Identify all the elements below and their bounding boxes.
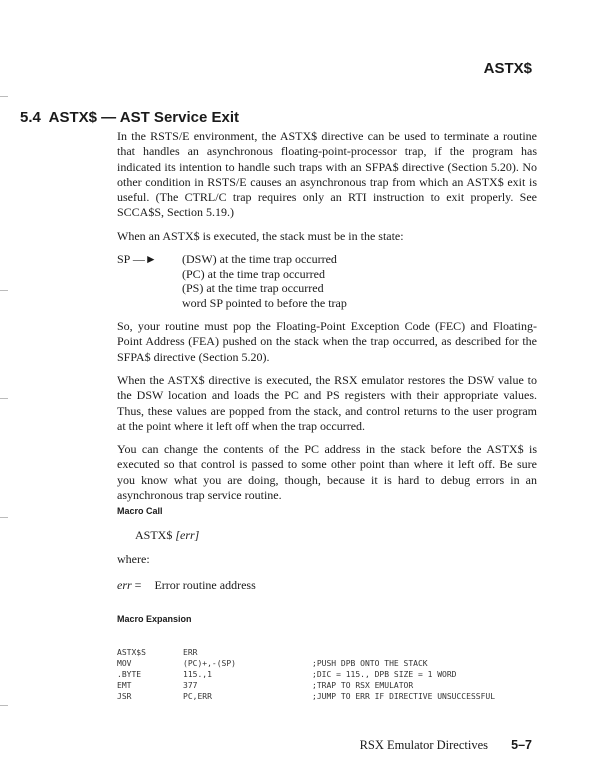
- code-comment: ;PUSH DPB ONTO THE STACK: [312, 659, 428, 668]
- code-line: [117, 658, 495, 669]
- param-description: Error routine address: [154, 577, 256, 592]
- macro-call-section: [117, 506, 537, 601]
- macro-call-syntax: [135, 528, 537, 543]
- paragraph: When the ASTX$ directive is executed, the RSX emulator restores the DSW value to the DSW location and loads the PC and PS registers with their appropriate values. Thus, these values are popped from the stack, and control returns to the user program at the point where it left off when the trap occurred.: [117, 372, 537, 433]
- section-title: ASTX$ — AST Service Exit: [48, 109, 239, 126]
- code-comment: [312, 647, 495, 658]
- code-operand: 377: [183, 681, 198, 690]
- scan-mark: [0, 398, 8, 399]
- stack-item: word SP pointed to before the trap: [182, 295, 347, 310]
- macro-expansion-section: [117, 614, 537, 632]
- stack-item: (PC) at the time trap occurred: [182, 266, 325, 281]
- scan-mark: [0, 705, 8, 706]
- stack-state-list: [117, 252, 537, 310]
- paragraph: In the RSTS/E environment, the ASTX$ directive can be used to terminate a routine that handles an asynchronous floating-point-processor trap, if the program has indicated its intention to handle such traps with an SFPA$ directive (Section 5.20). No other condition in RSTS/E causes an asynchronous trap from which an ASTX$ exit is useful. (The CTRL/C trap requires only an RTI instruction to exit properly. See SCCA$S, Section 5.19.): [117, 129, 537, 220]
- code-operand: PC,ERR: [183, 692, 212, 701]
- param-definition: [117, 578, 537, 593]
- code-line: [117, 669, 495, 680]
- code-comment: ;JUMP TO ERR IF DIRECTIVE UNSUCCESSFUL: [312, 692, 496, 701]
- code-operand: 115.,1: [183, 670, 212, 679]
- stack-item: (DSW) at the time trap occurred: [182, 252, 337, 267]
- running-header: ASTX$: [483, 60, 532, 77]
- code-opcode: MOV: [117, 659, 132, 668]
- code-line: [117, 691, 495, 702]
- page-number: 5–7: [511, 738, 532, 752]
- macro-name: ASTX$: [135, 528, 173, 542]
- scan-mark: [0, 96, 8, 97]
- param-name: err: [117, 577, 132, 592]
- stack-item: (PS) at the time trap occurred: [182, 281, 324, 296]
- footer-title: RSX Emulator Directives: [359, 738, 489, 752]
- scan-mark: [0, 290, 8, 291]
- scan-mark: [0, 517, 8, 518]
- where-label: where:: [117, 552, 150, 567]
- section-number: 5.4: [20, 109, 41, 126]
- code-listing: [117, 647, 495, 702]
- equals-sign: =: [134, 577, 142, 592]
- macro-arg: [err]: [175, 528, 200, 542]
- stack-pointer-label: SP —►: [117, 252, 157, 267]
- code-opcode: EMT: [117, 681, 132, 690]
- code-comment: ;TRAP TO RSX EMULATOR: [312, 681, 414, 690]
- code-opcode: .BYTE: [117, 670, 142, 679]
- code-comment: ;DIC = 115., DPB SIZE = 1 WORD: [312, 670, 457, 679]
- macro-expansion-heading: Macro Expansion: [117, 614, 192, 624]
- body-text: [117, 129, 537, 511]
- section-heading: [20, 109, 239, 126]
- code-opcode: JSR: [117, 692, 132, 701]
- code-operand: (PC)+,-(SP): [183, 659, 236, 668]
- code-operand: ERR: [183, 648, 198, 657]
- page-footer: [360, 738, 532, 753]
- code-line: [117, 680, 495, 691]
- macro-call-heading: Macro Call: [117, 506, 163, 516]
- code-line: [117, 647, 495, 658]
- paragraph: When an ASTX$ is executed, the stack must be in the state:: [117, 228, 404, 243]
- paragraph: You can change the contents of the PC address in the stack before the ASTX$ is executed so that control is passed to some other point than where it left off. Be sure you know what you are doing, though, because it is hard to debug errors in an asynchronous trap service routine.: [117, 442, 537, 503]
- paragraph: So, your routine must pop the Floating-Point Exception Code (FEC) and Floating-Point Address (FEA) pushed on the stack when the trap occurred, as described for the SFPA$ directive (Section 5.20).: [117, 319, 537, 364]
- code-opcode: ASTX$S: [117, 648, 146, 657]
